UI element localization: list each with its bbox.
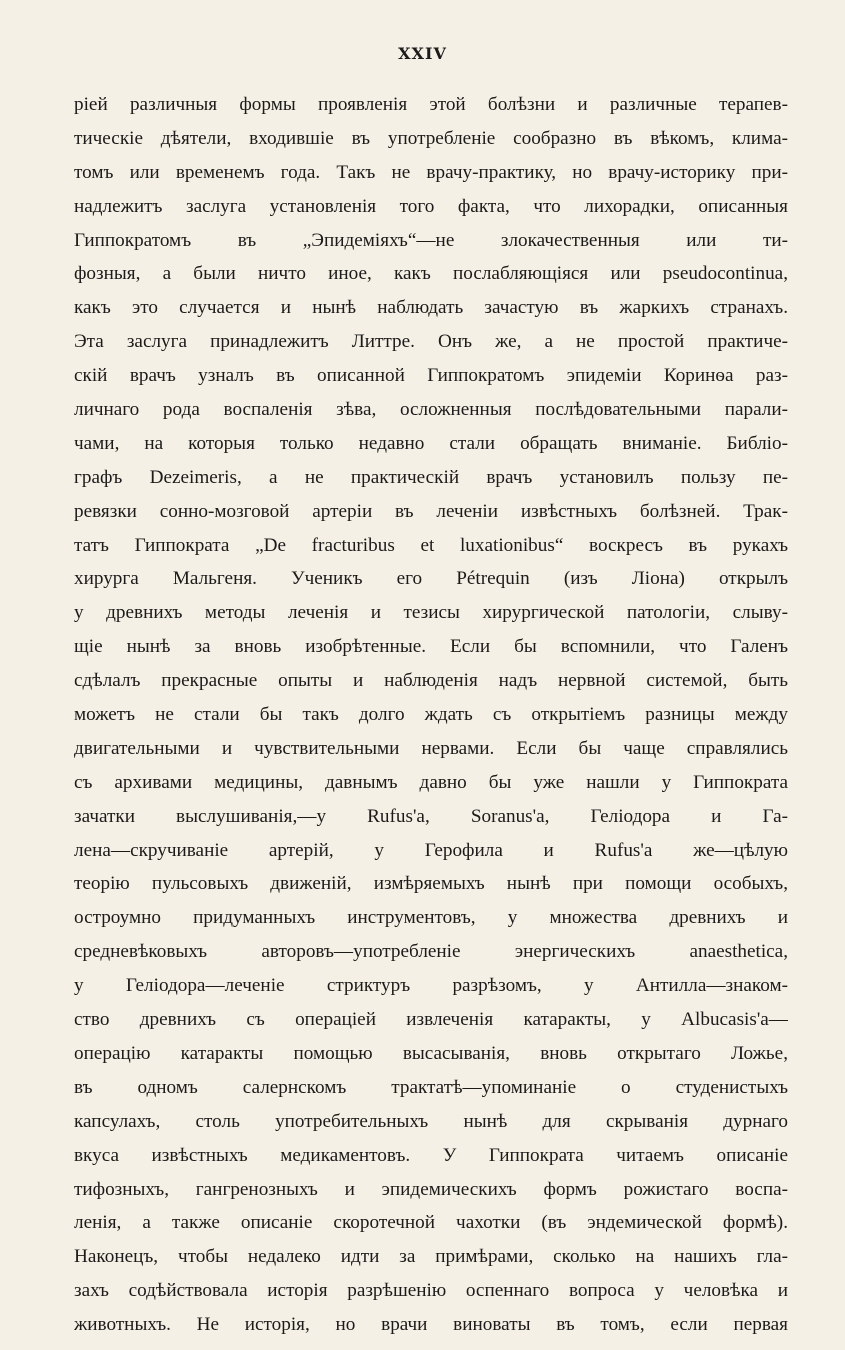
text-line: въ одномъ салернскомъ трактатѣ—упоминаніе о студенистыхъ [74, 1076, 788, 1098]
text-line: графъ Dezeimeris, а не практическій врачъ установилъ пользу пе- [74, 466, 788, 488]
text-line: сдѣлалъ прекрасные опыты и наблюденія надъ нервной системой, быть [74, 670, 788, 692]
text-line: фозныя, а были ничто иное, какъ послабляющіяся или pseudocontinua, [74, 263, 788, 285]
text-line: капсулахъ, столь употребительныхъ нынѣ для скрыванія дурнаго [74, 1110, 788, 1132]
text-line: ревязки сонно-мозговой артеріи въ леченіи извѣстныхъ болѣзней. Трак- [74, 500, 788, 522]
text-line: тифозныхъ, гангренозныхъ и эпидемическихъ формъ рожистаго воспа- [74, 1178, 788, 1200]
text-line: щіе нынѣ за вновь изобрѣтенные. Если бы вспомнили, что Галенъ [74, 636, 788, 658]
text-line: тическіе дѣятели, входившіе въ употребленіе сообразно въ вѣкомъ, клима- [74, 127, 788, 149]
text-line: средневѣковыхъ авторовъ—употребленіе энергическихъ anaesthetica, [74, 941, 788, 963]
text-line: вкуса извѣстныхъ медикаментовъ. У Гиппократа читаемъ описаніе [74, 1144, 788, 1166]
text-line: скій врачъ узналъ въ описанной Гиппократомъ эпидеміи Коринѳа раз- [74, 365, 788, 387]
text-line: хирурга Мальгеня. Ученикъ его Pétrequin (изъ Ліона) открылъ [74, 568, 788, 590]
text-line: личнаго рода воспаленія зѣва, осложненныя послѣдовательными парали- [74, 399, 788, 421]
text-line: можетъ не стали бы такъ долго ждать съ открытіемъ разницы между [74, 704, 788, 726]
text-line: двигательными и чувствительными нервами. Если бы чаще справлялись [74, 737, 788, 759]
page-number: XXIV [398, 44, 447, 63]
text-line: теорію пульсовыхъ движеній, измѣряемыхъ нынѣ при помощи особыхъ, [74, 873, 788, 895]
text-line: какъ это случается и нынѣ наблюдать зачастую въ жаркихъ странахъ. [74, 297, 788, 319]
text-line: Наконецъ, чтобы недалеко идти за примѣрами, сколько на нашихъ гла- [74, 1246, 788, 1268]
text-line: съ архивами медицины, давнымъ давно бы уже нашли у Гиппократа [74, 771, 788, 793]
text-line: у Геліодора—леченіе стриктуръ разрѣзомъ, у Антилла—знаком- [74, 975, 788, 997]
text-line: животныхъ. Не исторія, но врачи виноваты въ томъ, если первая [74, 1314, 788, 1336]
text-line: ство древнихъ съ операціей извлеченія катаракты, у Albucasis'а— [74, 1009, 788, 1031]
text-line: у древнихъ методы леченія и тезисы хирургической патологіи, слыву- [74, 602, 788, 624]
text-line: зачатки выслушиванія,—у Rufus'а, Soranus'а, Геліодора и Га- [74, 805, 788, 827]
text-line: Гиппократомъ въ „Эпидеміяхъ“—не злокачественныя или ти- [74, 229, 788, 251]
text-line: лена—скручиваніе артерій, у Герофила и Rufus'а же—цѣлую [74, 839, 788, 861]
text-line: ленія, а также описаніе скоротечной чахотки (въ эндемической формѣ). [74, 1212, 788, 1234]
text-line: надлежитъ заслуга установленія того факта, что лихорадки, описанныя [74, 195, 788, 217]
text-line: Эта заслуга принадлежитъ Литтре. Онъ же, а не простой практиче- [74, 331, 788, 353]
text-line: остроумно придуманныхъ инструментовъ, у множества древнихъ и [74, 907, 788, 929]
text-line: чами, на которыя только недавно стали обращать вниманіе. Библіо- [74, 432, 788, 454]
text-line: захъ содѣйствовала исторія разрѣшенію оспеннаго вопроса у человѣка и [74, 1280, 788, 1302]
text-line: томъ или временемъ года. Такъ не врачу-практику, но врачу-историку при- [74, 161, 788, 183]
text-line: операцію катаракты помощью высасыванія, вновь открытаго Ложье, [74, 1042, 788, 1064]
body-text [74, 88, 788, 1342]
text-line: ріей различныя формы проявленія этой болѣзни и различные терапев- [74, 94, 788, 115]
text-line: татъ Гиппократа „De fracturibus et luxationibus“ воскресъ въ рукахъ [74, 534, 788, 556]
